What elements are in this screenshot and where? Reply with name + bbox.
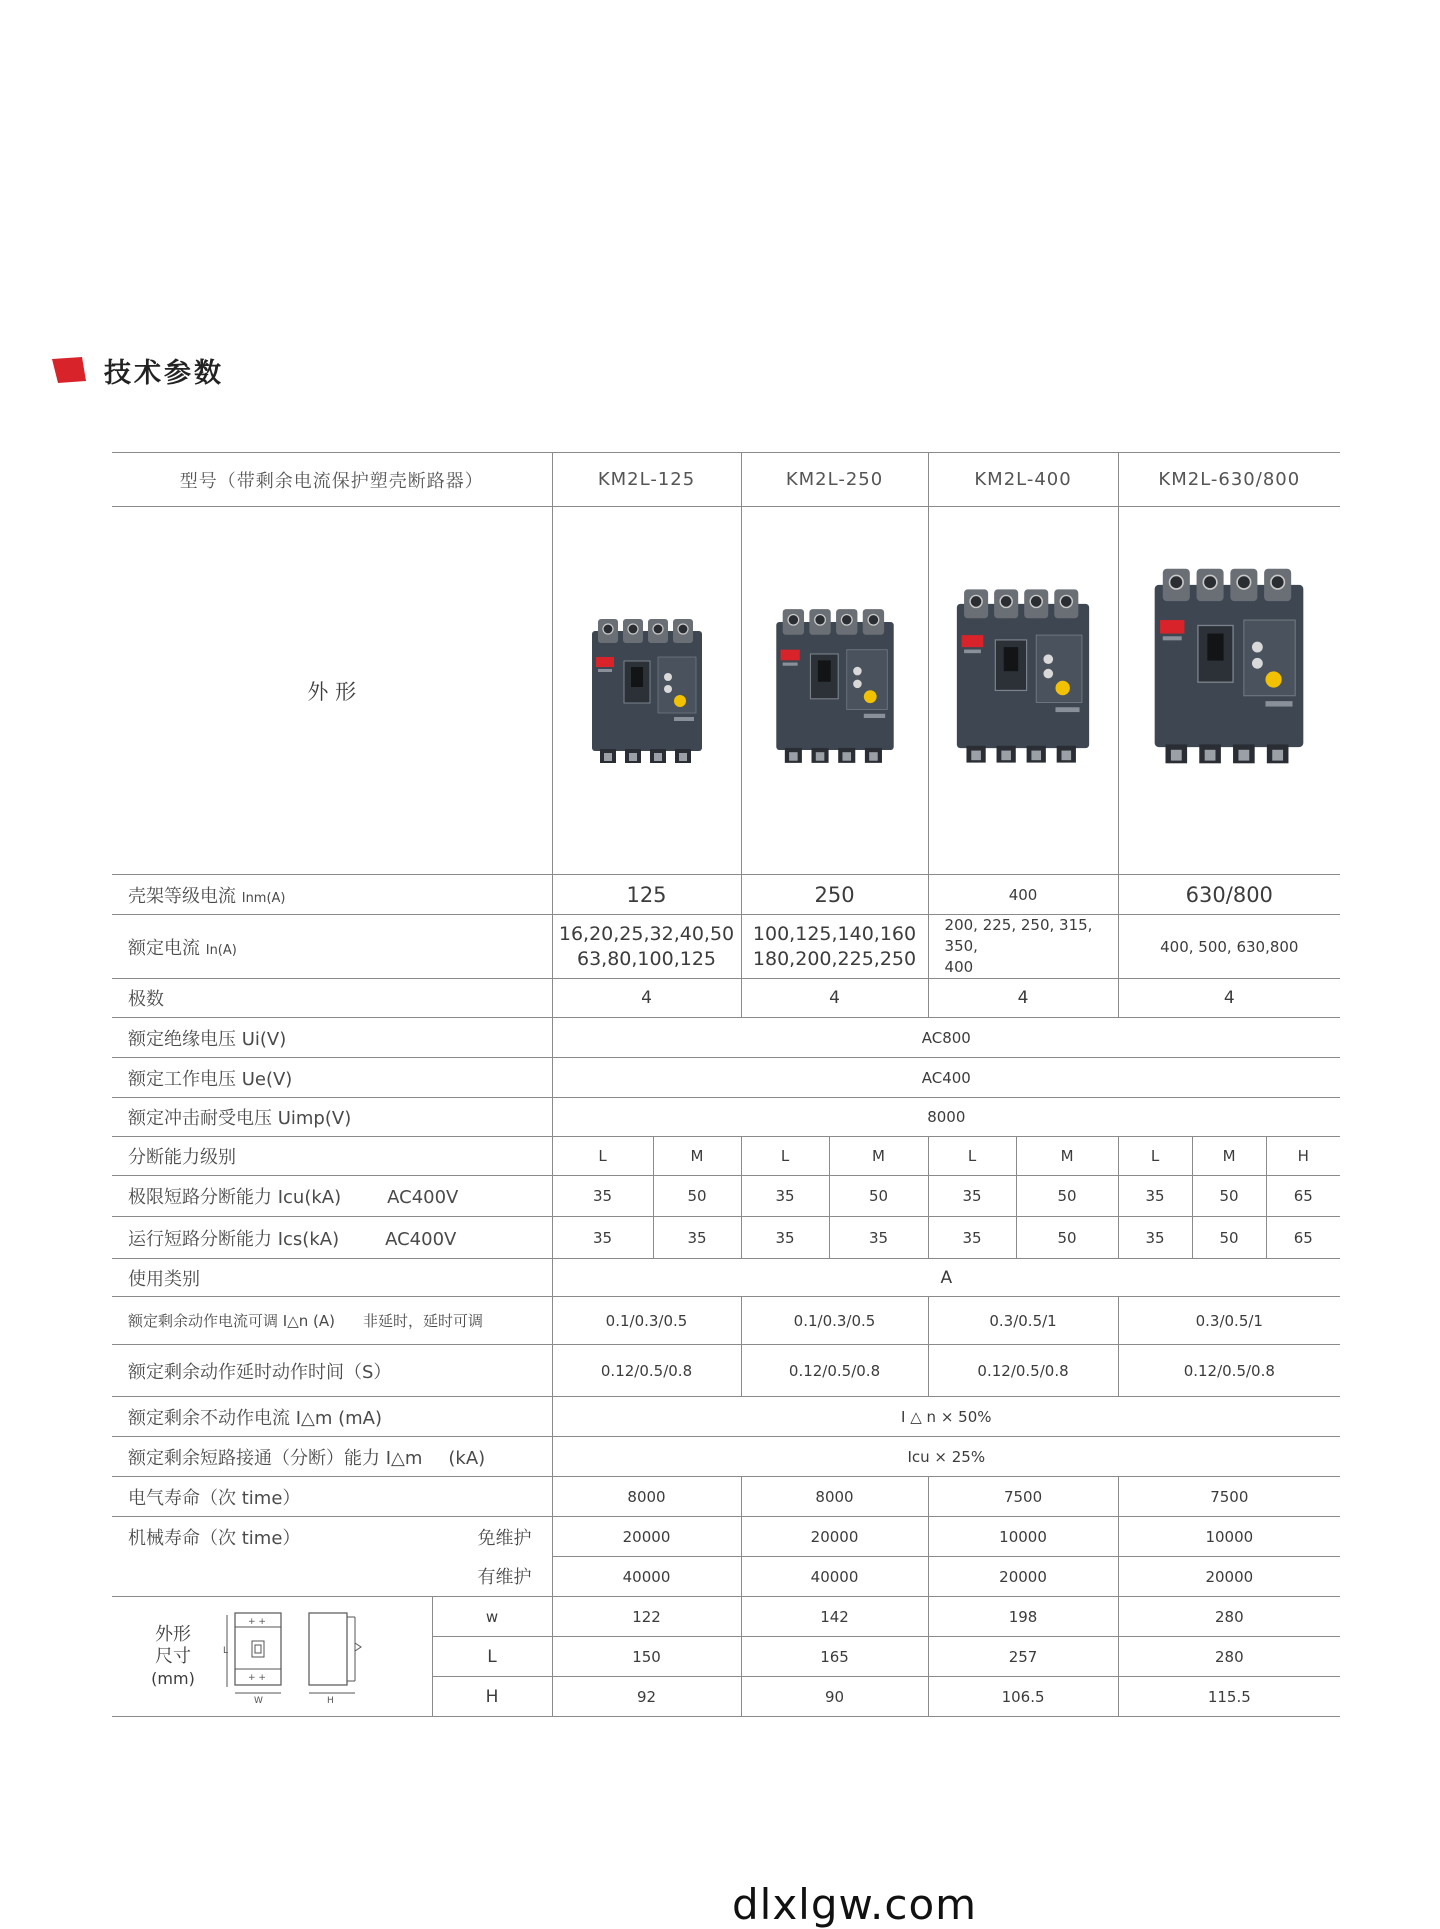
frame-current-125: 125 [552, 875, 741, 915]
breaking-class-label: 分断能力级别 [112, 1137, 552, 1176]
working-voltage-label: 额定工作电压 Ue(V) [112, 1058, 552, 1098]
mechanical-life-free-row [112, 1517, 1340, 1557]
bottom-terminal-screw [1239, 749, 1250, 760]
terminal-screw [1030, 595, 1042, 607]
icu-cell: 50 [1016, 1176, 1118, 1217]
rated-current-400-line1: 200, 225, 250, 315, 350, [944, 916, 1093, 955]
dim-l-label: L [432, 1637, 552, 1677]
test-button [1266, 671, 1282, 687]
dimensions-label [128, 1624, 218, 1690]
mechanical-life-maint-630-800: 20000 [1118, 1557, 1340, 1597]
brand-logo [596, 657, 614, 667]
impulse-voltage-value: 8000 [552, 1098, 1340, 1137]
residual-making-value: Icu × 25% [552, 1437, 1340, 1477]
setting-dial [853, 666, 862, 675]
terminal-screw [678, 624, 688, 634]
mechanical-life-maint-label [112, 1557, 552, 1597]
bottom-terminal-screw [789, 752, 798, 761]
icu-cell: 50 [829, 1176, 928, 1217]
dim-h-125: 92 [552, 1677, 741, 1717]
terminal-screw [868, 614, 879, 625]
icu-voltage: AC400V [387, 1187, 459, 1208]
terminal-screw [814, 614, 825, 625]
breaking-class-cell: L [1118, 1137, 1192, 1176]
setting-dial [1043, 654, 1053, 664]
bottom-terminal-screw [1171, 749, 1182, 760]
ics-label-text: 运行短路分断能力 Ics(kA) [128, 1228, 340, 1250]
electrical-life-250: 8000 [741, 1477, 928, 1517]
electrical-life-400: 7500 [928, 1477, 1118, 1517]
terminal-screw [1000, 595, 1012, 607]
setting-dial [664, 673, 672, 681]
breaking-class-cell: L [741, 1137, 829, 1176]
frame-current-630-800: 630/800 [1118, 875, 1340, 915]
label-line [782, 662, 797, 665]
residual-making-row [112, 1437, 1340, 1477]
impulse-voltage-label: 额定冲击耐受电压 Uimp(V) [112, 1098, 552, 1137]
breaker-400-image [948, 587, 1098, 765]
icu-cell: 35 [741, 1176, 829, 1217]
dimensions-label-line1: 外形 [155, 1623, 191, 1645]
bottom-terminal-screw [1273, 749, 1284, 760]
terminal-screw [841, 614, 852, 625]
breaking-class-cell: L [552, 1137, 653, 1176]
section-marker-icon [52, 357, 88, 383]
product-image-400 [928, 507, 1118, 875]
dim-h-400: 106.5 [928, 1677, 1118, 1717]
bottom-terminal-screw [815, 752, 824, 761]
test-button [1056, 680, 1070, 694]
rated-current-125-line2: 63,80,100,125 [577, 947, 717, 970]
model-label [1266, 701, 1293, 706]
drawing-h-label: H [327, 1695, 335, 1706]
residual-non-operating-value: I △ n × 50% [552, 1397, 1340, 1437]
frame-current-row [112, 875, 1340, 915]
terminal-screw [1204, 575, 1218, 589]
model-125: KM2L-125 [552, 453, 741, 507]
model-400: KM2L-400 [928, 453, 1118, 507]
bottom-terminal-screw [1001, 750, 1011, 760]
icu-cell: 50 [653, 1176, 741, 1217]
bottom-terminal-screw [842, 752, 851, 761]
model-label [674, 717, 694, 721]
terminal-screw [788, 614, 799, 625]
ics-cell: 50 [1192, 1217, 1266, 1259]
ics-cell: 50 [1016, 1217, 1118, 1259]
category-label: 使用类别 [112, 1259, 552, 1297]
icu-label [112, 1176, 552, 1217]
icu-cell: 35 [552, 1176, 653, 1217]
poles-630-800: 4 [1118, 979, 1340, 1018]
bottom-terminal-screw [604, 753, 612, 761]
ics-cell: 35 [928, 1217, 1016, 1259]
product-image-630-800 [1118, 507, 1340, 875]
breaking-class-cell: M [653, 1137, 741, 1176]
poles-250: 4 [741, 979, 928, 1018]
mechanical-life-free-text: 免维护 [477, 1527, 532, 1549]
breaking-class-cell: M [1192, 1137, 1266, 1176]
residual-adjustable-400: 0.3/0.5/1 [928, 1297, 1118, 1345]
residual-adjustable-note: 非延时，延时可调 [362, 1312, 483, 1330]
residual-adjustable-250: 0.1/0.3/0.5 [741, 1297, 928, 1345]
mechanical-life-free-250: 20000 [741, 1517, 928, 1557]
residual-delay-label: 额定剩余动作延时动作时间（S） [112, 1345, 552, 1397]
residual-making-text: 额定剩余短路接通（分断）能力 I△m [128, 1447, 423, 1469]
icu-cell: 35 [928, 1176, 1016, 1217]
breaker-630-800-image [1144, 566, 1314, 766]
residual-adjustable-630-800: 0.3/0.5/1 [1118, 1297, 1340, 1345]
residual-making-unit: (kA) [448, 1447, 486, 1469]
breaking-class-cell: M [1016, 1137, 1118, 1176]
dim-w-125: 122 [552, 1597, 741, 1637]
electrical-life-row [112, 1477, 1340, 1517]
dimension-drawing-icon [223, 1607, 373, 1707]
electrical-life-125: 8000 [552, 1477, 741, 1517]
bottom-terminal-screw [629, 753, 637, 761]
ics-voltage: AC400V [385, 1228, 457, 1250]
category-value: A [552, 1259, 1340, 1297]
terminal-screw [1060, 595, 1072, 607]
electrical-life-630-800: 7500 [1118, 1477, 1340, 1517]
ics-cell: 35 [1118, 1217, 1192, 1259]
icu-cell: 35 [1118, 1176, 1192, 1217]
model-label [863, 713, 884, 717]
model-630-800: KM2L-630/800 [1118, 453, 1340, 507]
bottom-terminal-screw [1205, 749, 1216, 760]
residual-delay-125: 0.12/0.5/0.8 [552, 1345, 741, 1397]
bottom-terminal-screw [869, 752, 878, 761]
rated-current-400-line2: 400 [944, 958, 974, 976]
rated-current-630-800: 400, 500, 630,800 [1118, 915, 1340, 979]
ics-cell: 35 [552, 1217, 653, 1259]
label-line [964, 649, 981, 653]
dim-w-row [112, 1597, 1340, 1637]
spec-table [112, 452, 1340, 1717]
bottom-terminal-screw [1062, 750, 1072, 760]
rated-current-250-line1: 100,125,140,160 [752, 922, 917, 945]
dim-w-630-800: 280 [1118, 1597, 1340, 1637]
breaking-class-cell: L [928, 1137, 1016, 1176]
model-label [1056, 707, 1080, 712]
frame-current-250: 250 [741, 875, 928, 915]
setting-dial [1252, 657, 1263, 668]
icu-row [112, 1176, 1340, 1217]
poles-400: 4 [928, 979, 1118, 1018]
breaker-125-image [588, 617, 706, 765]
bottom-terminal-screw [1031, 750, 1041, 760]
dim-h-630-800: 115.5 [1118, 1677, 1340, 1717]
appearance-label: 外 形 [112, 507, 552, 875]
residual-making-label [112, 1437, 552, 1477]
label-line [1163, 636, 1182, 640]
poles-label: 极数 [112, 979, 552, 1018]
product-image-125 [552, 507, 741, 875]
residual-delay-630-800: 0.12/0.5/0.8 [1118, 1345, 1340, 1397]
rated-current-unit: In(A) [205, 942, 237, 958]
dim-l-125: 150 [552, 1637, 741, 1677]
rated-current-label [112, 915, 552, 979]
working-voltage-row [112, 1058, 1340, 1098]
terminal-screw [1170, 575, 1184, 589]
frame-current-unit: Inm(A) [241, 890, 286, 906]
setting-dial [664, 685, 672, 693]
terminal-screw [1237, 575, 1251, 589]
brand-logo [780, 649, 799, 660]
product-image-250 [741, 507, 928, 875]
breaker-250-image [769, 607, 901, 765]
operating-handle [817, 660, 830, 681]
mechanical-life-maint-250: 40000 [741, 1557, 928, 1597]
insulation-voltage-value: AC800 [552, 1018, 1340, 1058]
ics-cell: 35 [741, 1217, 829, 1259]
section-title: 技术参数 [104, 357, 224, 389]
dim-h-label: H [432, 1677, 552, 1717]
breaking-class-row [112, 1137, 1340, 1176]
brand-logo [962, 635, 984, 647]
rated-current-250 [741, 915, 928, 979]
terminal-screw [1271, 575, 1285, 589]
svg-text:+ +: + + [248, 1616, 267, 1627]
drawing-l-label: L [223, 1645, 229, 1656]
working-voltage-value: AC400 [552, 1058, 1340, 1098]
model-250: KM2L-250 [741, 453, 928, 507]
rated-current-row [112, 915, 1340, 979]
category-row [112, 1259, 1340, 1297]
ics-cell: 35 [653, 1217, 741, 1259]
bottom-terminal-screw [679, 753, 687, 761]
residual-delay-400: 0.12/0.5/0.8 [928, 1345, 1118, 1397]
operating-handle [1208, 633, 1224, 660]
dim-l-250: 165 [741, 1637, 928, 1677]
bottom-terminal-screw [971, 750, 981, 760]
header-row [112, 453, 1340, 507]
residual-adjustable-125: 0.1/0.3/0.5 [552, 1297, 741, 1345]
rated-current-text: 额定电流 [128, 937, 200, 959]
ics-cell: 35 [829, 1217, 928, 1259]
mechanical-life-maint-125: 40000 [552, 1557, 741, 1597]
mechanical-life-text: 机械寿命（次 time） [128, 1527, 301, 1549]
dim-w-label: w [432, 1597, 552, 1637]
ics-row [112, 1217, 1340, 1259]
mechanical-life-maint-row [112, 1557, 1340, 1597]
residual-adjustable-row [112, 1297, 1340, 1345]
dim-w-250: 142 [741, 1597, 928, 1637]
dim-l-400: 257 [928, 1637, 1118, 1677]
rated-current-250-line2: 180,200,225,250 [752, 947, 917, 970]
residual-non-operating-label: 额定剩余不动作电流 I△m (mA) [112, 1397, 552, 1437]
impulse-voltage-row [112, 1098, 1340, 1137]
dim-l-630-800: 280 [1118, 1637, 1340, 1677]
operating-handle [631, 667, 643, 687]
frame-current-400: 400 [928, 875, 1118, 915]
svg-text:+ +: + + [248, 1672, 267, 1683]
website-url: dlxlgw.com [732, 1880, 978, 1929]
insulation-voltage-label: 额定绝缘电压 Ui(V) [112, 1018, 552, 1058]
dimensions-label-line2: 尺寸 [155, 1645, 191, 1667]
terminal-screw [653, 624, 663, 634]
mechanical-life-free-label [112, 1517, 552, 1557]
residual-delay-row [112, 1345, 1340, 1397]
bottom-terminal-screw [654, 753, 662, 761]
electrical-life-label: 电气寿命（次 time） [112, 1477, 552, 1517]
operating-handle [1004, 647, 1018, 671]
ics-label [112, 1217, 552, 1259]
insulation-voltage-row [112, 1018, 1340, 1058]
residual-adjustable-label [112, 1297, 552, 1345]
residual-delay-250: 0.12/0.5/0.8 [741, 1345, 928, 1397]
terminal-screw [603, 624, 613, 634]
frame-current-label [112, 875, 552, 915]
dimensions-label-line3: (mm) [151, 1668, 195, 1688]
setting-dial [1252, 641, 1263, 652]
poles-row [112, 979, 1340, 1018]
setting-dial [853, 679, 862, 688]
icu-cell: 50 [1192, 1176, 1266, 1217]
residual-non-operating-row [112, 1397, 1340, 1437]
icu-label-text: 极限短路分断能力 Icu(kA) [128, 1187, 342, 1208]
dim-w-400: 198 [928, 1597, 1118, 1637]
ics-cell: 65 [1266, 1217, 1340, 1259]
icu-cell: 65 [1266, 1176, 1340, 1217]
dim-h-250: 90 [741, 1677, 928, 1717]
brand-logo [1160, 620, 1184, 634]
rated-current-125-line1: 16,20,25,32,40,50 [558, 922, 735, 945]
rated-current-125 [552, 915, 741, 979]
mechanical-life-free-630-800: 10000 [1118, 1517, 1340, 1557]
breaking-class-cell: M [829, 1137, 928, 1176]
drawing-w-label: W [254, 1695, 264, 1706]
setting-dial [1043, 668, 1053, 678]
terminal-screw [970, 595, 982, 607]
dimensions-label-cell [112, 1597, 432, 1717]
poles-125: 4 [552, 979, 741, 1018]
residual-adjustable-text: 额定剩余动作电流可调 I△n (A) [128, 1312, 335, 1330]
mechanical-life-maint-400: 20000 [928, 1557, 1118, 1597]
test-button [674, 695, 686, 707]
breaking-class-cell: H [1266, 1137, 1340, 1176]
mechanical-life-free-400: 10000 [928, 1517, 1118, 1557]
test-button [863, 690, 876, 703]
rated-current-400 [928, 915, 1118, 979]
terminal-screw [628, 624, 638, 634]
appearance-row [112, 507, 1340, 875]
label-line [598, 669, 612, 672]
model-header-label: 型号（带剩余电流保护塑壳断路器） [112, 453, 552, 507]
mechanical-life-free-125: 20000 [552, 1517, 741, 1557]
section-header [52, 350, 224, 390]
mechanical-life-maint-text: 有维护 [477, 1567, 532, 1589]
frame-current-text: 壳架等级电流 [128, 885, 236, 907]
